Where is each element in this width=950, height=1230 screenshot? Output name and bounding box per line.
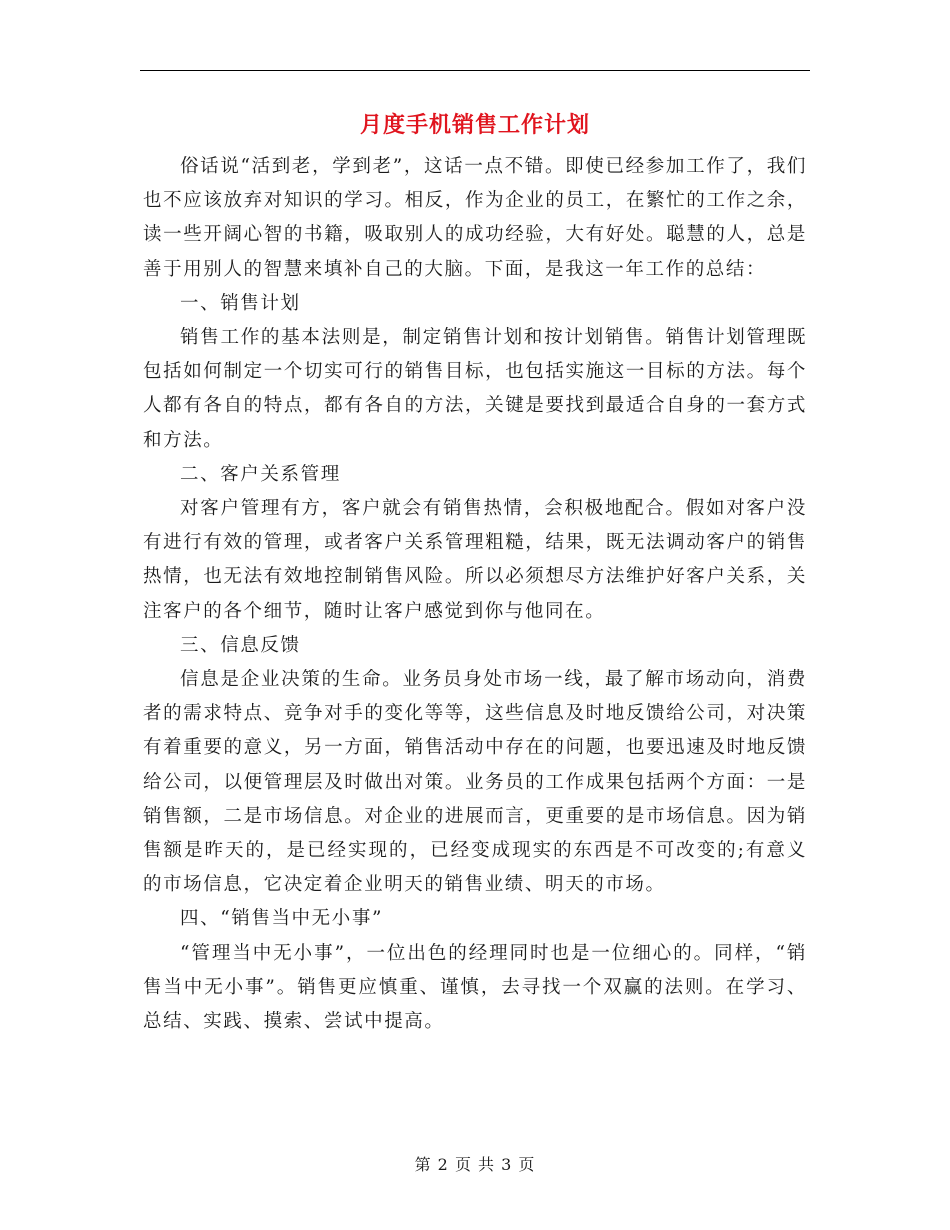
section-heading-info-feedback: 三、信息反馈 — [180, 634, 301, 656]
sales-plan-paragraph: 销售工作的基本法则是，制定销售计划和按计划销售。销售计划管理既包括如何制定一个切实可行的销售目标，也包括实施这一目标的方法。每个人都有各自的特点，都有各自的方法，关键是要找到最适合自身的一套方式和方法。 — [143, 327, 807, 451]
intro-paragraph: 俗话说“活到老，学到老”，这话一点不错。即使已经参加工作了，我们也不应该放弃对知识的学习。相反，作为企业的员工，在繁忙的工作之余，读一些开阔心智的书籍，吸取别人的成功经验，大有好处。聪慧的人，总是善于用别人的智慧来填补自己的大脑。下面，是我这一年工作的总结： — [143, 156, 807, 280]
document-body — [143, 150, 807, 1039]
customer-relations-paragraph: 对客户管理有方，客户就会有销售热情，会积极地配合。假如对客户没有进行有效的管理，或者客户关系管理粗糙，结果，既无法调动客户的销售热情，也无法有效地控制销售风险。所以必须想尽方法维护好客户关系，关注客户的各个细节，随时让客户感觉到你与他同在。 — [143, 498, 807, 622]
document-title: 月度手机销售工作计划 — [359, 112, 590, 138]
info-feedback-paragraph: 信息是企业决策的生命。业务员身处市场一线，最了解市场动向，消费者的需求特点、竞争对手的变化等等，这些信息及时地反馈给公司，对决策有着重要的意义，另一方面，销售活动中存在的问题，也要迅速及时地反馈给公司，以便管理层及时做出对策。业务员的工作成果包括两个方面：一是销售额，二是市场信息。对企业的进展而言，更重要的是市场信息。因为销售额是昨天的，是已经实现的，已经变成现实的东西是不可改变的;有意义的市场信息，它决定着企业明天的销售业绩、明天的市场。 — [143, 669, 807, 896]
section-heading-sales-plan: 一、销售计划 — [180, 292, 301, 314]
page-footer: 第 2 页 共 3 页 — [414, 1155, 536, 1174]
section-heading-no-small-matters: 四、“销售当中无小事” — [180, 908, 384, 930]
section-heading-customer-relations: 二、客户关系管理 — [180, 463, 341, 485]
no-small-matters-paragraph: “管理当中无小事”，一位出色的经理同时也是一位细心的。同样，“销售当中无小事”。销售更应慎重、谨慎，去寻找一个双赢的法则。在学习、总结、实践、摸索、尝试中提高。 — [143, 942, 807, 1033]
header-rule — [140, 70, 810, 71]
